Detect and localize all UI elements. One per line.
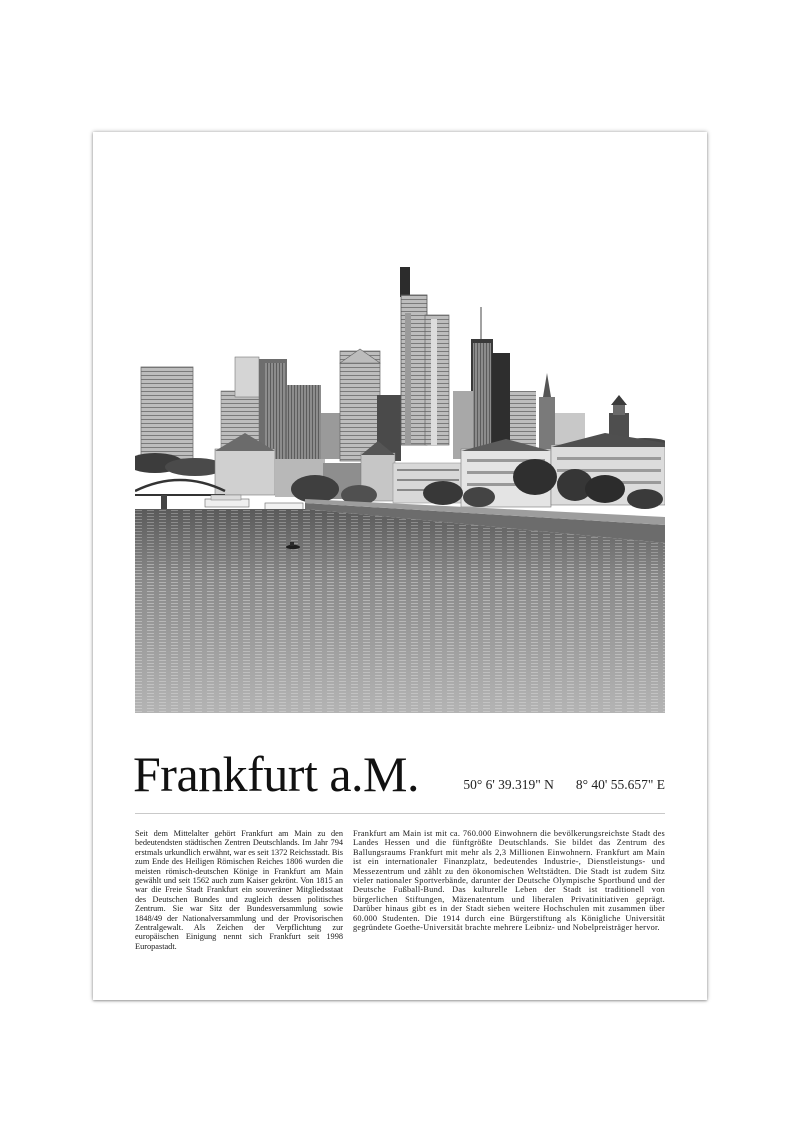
coordinates (463, 777, 665, 793)
poster (93, 132, 707, 1000)
history-paragraph: Seit dem Mittelalter gehört Frankfurt am Main zu den bedeutendsten städtischen Zentren Deutschlands. Im Jahr 794 erstmals urkundlich erwähnt, war es seit 1372 Reichsstadt. Bis zum Ende des Heiligen Römischen Reiches 1806 wurden die meisten römisch-deutschen Könige in Frankfurt am Main gewählt und seit 1562 auch zum Kaiser gekrönt. Von 1815 an war die Freie Stadt Frankfurt ein souveräner Mitgliedsstaat des Deutschen Bundes und zugleich dessen politisches Zentrum. Sie war Sitz der Bundesversammlung sowie 1848/49 der Nationalversammlung und der Provisorischen Zentralgewalt. Als Zeichen der Verpflichtung zur europäischen Einigung nennt sich Frankfurt seit 1998 Europastadt. (135, 829, 343, 951)
latitude: 50° 6' 39.319" N (463, 777, 554, 792)
city-info-paragraph: Frankfurt am Main ist mit ca. 760.000 Einwohnern die bevölkerungsreichste Stadt des Landes Hessen und die fünftgrößte Deutschlands. Sie bildet das Zentrum des Ballungsraums Frankfurt mit mehr als 2,3 Millionen Einwohnern. Frankfurt am Main ist ein internationaler Finanzplatz, bedeutendes Industrie-, Dienstleistungs- und Messezentrum und zählt zu den ökonomischen Weltstädten. Die Stadt ist zudem Sitz vieler nationaler Sportverbände, darunter der Deutsche Olympische Sportbund und der Deutsche Fußball-Bund. Das kulturelle Leben der Stadt ist traditionell von bürgerlichen Stiftungen, Mäzenatentum und liberalen Privatinitiativen geprägt. Darüber hinaus gibt es in der Stadt sieben weitere Hochschulen mit zusammen über 60.000 Studenten. Die 1914 durch eine Bürgerstiftung als Königliche Universität gegründete Goethe-Universität brachte mehrere Leibniz- und Nobelpreisträger hervor. (353, 829, 665, 933)
longitude: 8° 40' 55.657" E (575, 777, 665, 792)
skyline-photo (135, 263, 665, 713)
city-title: Frankfurt a.M. (133, 746, 419, 802)
skyline-illustration (135, 263, 665, 713)
divider (135, 813, 665, 814)
